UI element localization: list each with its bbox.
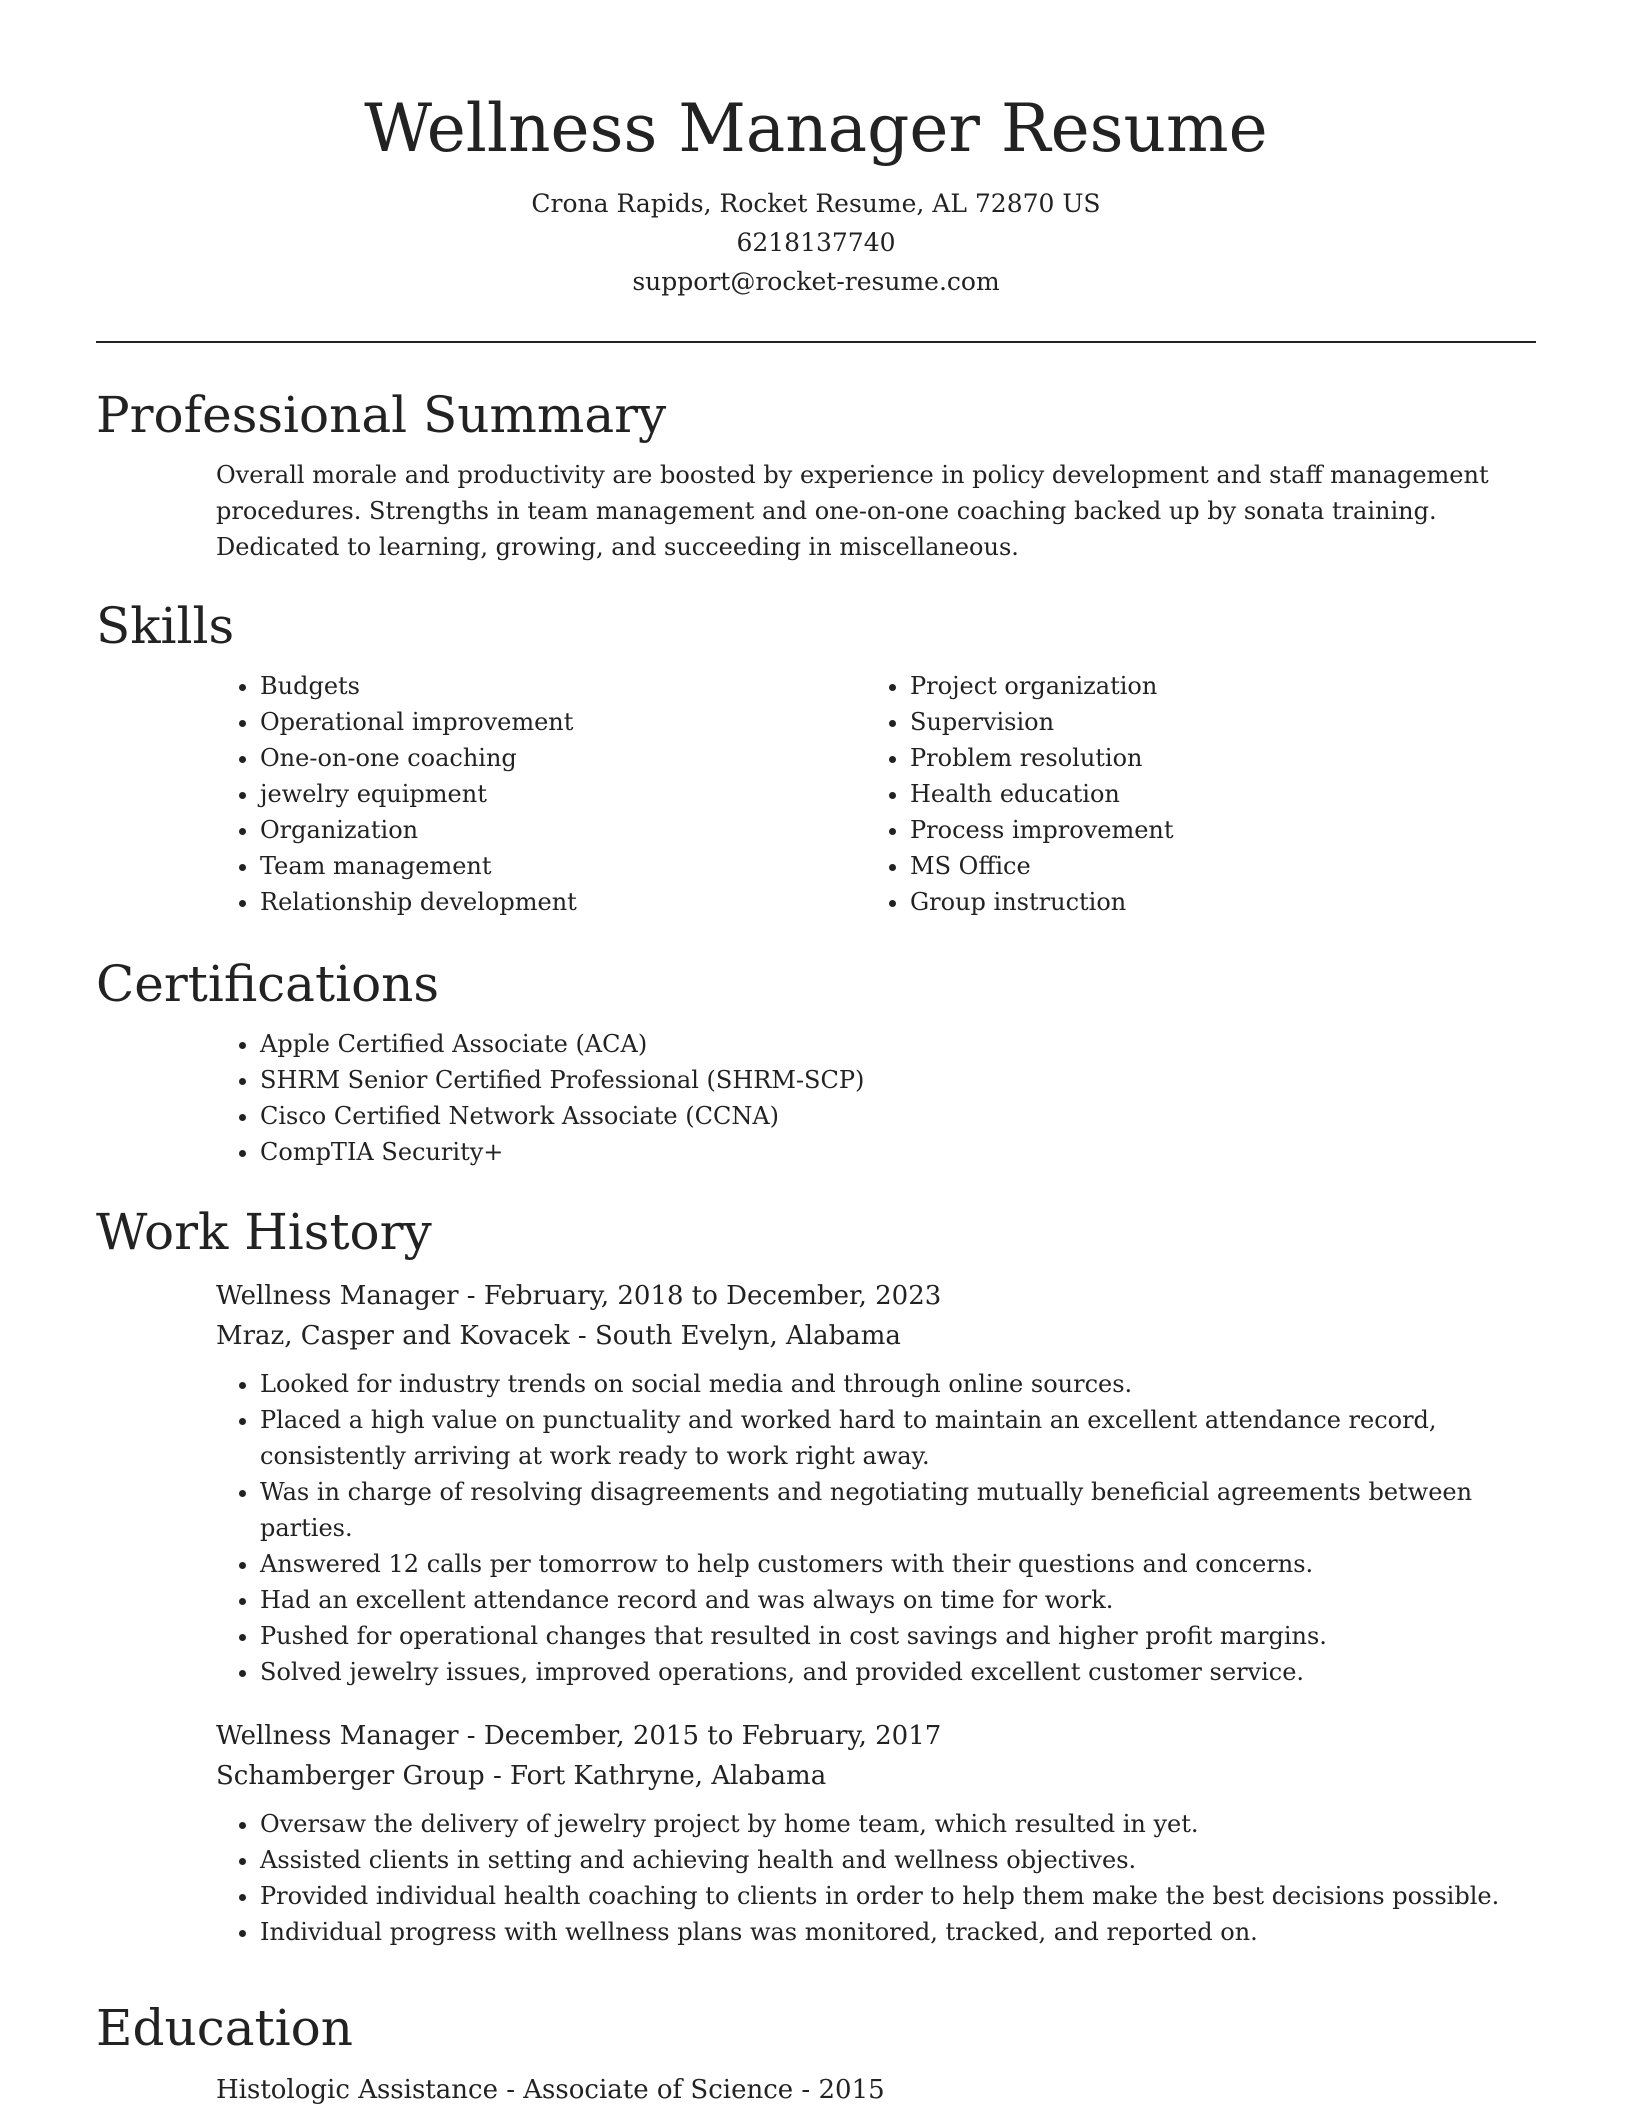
skill-item: • Process improvement [910,812,1516,848]
job-company-line: Schamberger Group - Fort Kathryne, Alabama [216,1761,827,1791]
certification-item: • SHRM Senior Certified Professional (SHRM-SCP) [260,1062,1536,1098]
skill-item: • Organization [260,812,866,848]
education-heading: Education [96,1999,353,2057]
summary-text: Overall morale and productivity are boosted by experience in policy development and staff management procedures. Strengths in team management and one-on-one coaching backed up by sonata training. Dedicated to learning, growing, and succeeding in miscellaneous. [216,461,1489,561]
summary-heading: Professional Summary [96,386,667,444]
education-entry [216,2070,1536,2110]
job-bullet: • Assisted clients in setting and achieving health and wellness objectives. [260,1842,1536,1878]
certification-item: • Apple Certified Associate (ACA) [260,1026,1536,1062]
skill-item: • Project organization [910,668,1516,704]
summary-section [96,383,1536,565]
job-title-line: Wellness Manager - February, 2018 to December, 2023 [216,1281,942,1311]
work-history-section [96,1200,1536,1950]
resume-header [96,84,1536,301]
certification-item: • CompTIA Security+ [260,1134,1536,1170]
job-bullet: • Looked for industry trends on social media and through online sources. [260,1366,1536,1402]
skill-item: • MS Office [910,848,1516,884]
skill-item: • Group instruction [910,884,1516,920]
certifications-list [216,1026,1536,1170]
skill-item: • jewelry equipment [260,776,866,812]
job-bullet: • Pushed for operational changes that resulted in cost savings and higher profit margins. [260,1618,1536,1654]
contact-address: Crona Rapids, Rocket Resume, AL 72870 US [531,189,1101,218]
skill-item: • Operational improvement [260,704,866,740]
job-bullet: • Had an excellent attendance record and was always on time for work. [260,1582,1536,1618]
header-divider [96,341,1536,343]
job-bullet: • Solved jewelry issues, improved operations, and provided excellent customer service. [260,1654,1536,1690]
education-section [96,1996,1536,2110]
skill-item: • Problem resolution [910,740,1516,776]
job-bullet: • Provided individual health coaching to clients in order to help them make the best decisions possible. [260,1878,1536,1914]
skill-item: • One-on-one coaching [260,740,866,776]
skill-item: • Relationship development [260,884,866,920]
skills-list-left [216,668,866,920]
job-bullet: • Oversaw the delivery of jewelry project by home team, which resulted in yet. [260,1806,1536,1842]
skill-item: • Supervision [910,704,1516,740]
work-history-heading: Work History [96,1203,432,1261]
job-bullets [216,1806,1536,1950]
certifications-heading: Certifications [96,955,440,1013]
skill-item: • Team management [260,848,866,884]
job-bullet: • Placed a high value on punctuality and worked hard to maintain an excellent attendance record, consistently arriving at work ready to work right away. [260,1402,1536,1474]
contact-email: support@rocket-resume.com [632,267,1000,296]
contact-phone: 6218137740 [736,228,896,257]
skill-item: • Budgets [260,668,866,704]
job-title-line: Wellness Manager - December, 2015 to February, 2017 [216,1721,942,1751]
job-bullets [216,1366,1536,1690]
skills-list-right [866,668,1516,920]
job-bullet: • Answered 12 calls per tomorrow to help customers with their questions and concerns. [260,1546,1536,1582]
job-company-line: Mraz, Casper and Kovacek - South Evelyn, Alabama [216,1321,901,1351]
job-bullet: • Was in charge of resolving disagreements and negotiating mutually beneficial agreements between parties. [260,1474,1536,1546]
contact-block [96,184,1536,301]
skill-item: • Health education [910,776,1516,812]
certification-item: • Cisco Certified Network Associate (CCNA) [260,1098,1536,1134]
job-entry [216,1276,1536,1690]
education-line: Histologic Assistance - Associate of Science - 2015 [216,2075,885,2105]
skills-columns [216,668,1536,920]
certifications-section [96,952,1536,1170]
resume-title: Wellness Manager Resume [364,90,1268,167]
job-entry [216,1716,1536,1950]
skills-heading: Skills [96,597,235,655]
job-bullet: • Individual progress with wellness plans was monitored, tracked, and reported on. [260,1914,1536,1950]
skills-section [96,594,1536,920]
